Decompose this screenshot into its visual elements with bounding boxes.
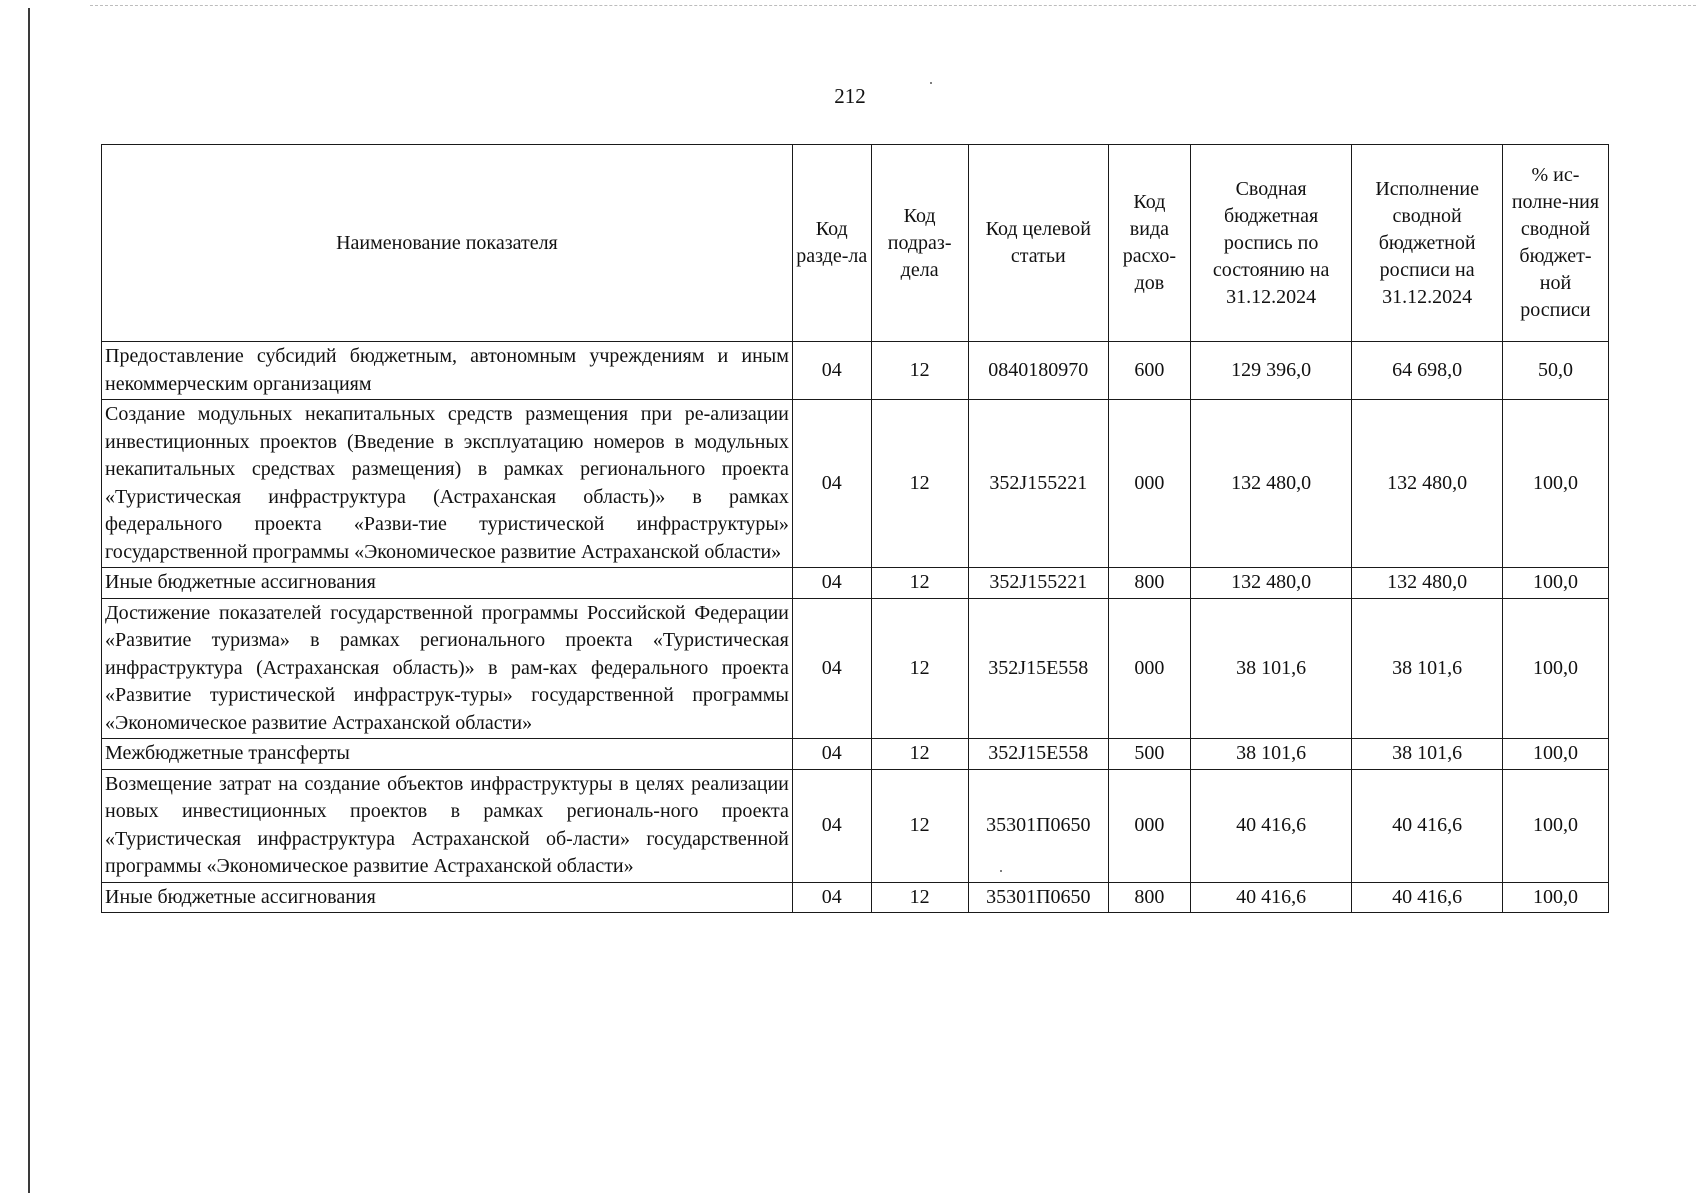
row-plan: 40 416,6	[1190, 882, 1352, 913]
header-expense-kind-code	[1109, 145, 1191, 342]
row-fact: 38 101,6	[1352, 598, 1502, 739]
header-text: Наименование показателя	[336, 231, 558, 254]
row-percent: 100,0	[1502, 568, 1608, 599]
row-subsection: 12	[871, 882, 968, 913]
row-kind: 500	[1109, 739, 1191, 770]
row-plan: 40 416,6	[1190, 769, 1352, 882]
header-budget-plan	[1190, 145, 1352, 342]
row-name: Возмещение затрат на создание объектов инфраструктуры в целях реализации новых инвестиционных проектов в рамках региональ-ного проекта «Туристическая инфраструктура Астраханской об-ласти» государственной программы «Экономическое развитие Астраханской области»	[102, 769, 793, 882]
row-subsection: 12	[871, 769, 968, 882]
row-target: 35301П0650	[968, 769, 1108, 882]
row-subsection: 12	[871, 568, 968, 599]
row-subsection: 12	[871, 598, 968, 739]
row-subsection: 12	[871, 400, 968, 568]
row-percent: 50,0	[1502, 342, 1608, 400]
row-target: 0840180970	[968, 342, 1108, 400]
row-percent: 100,0	[1502, 739, 1608, 770]
header-text: Код вида расхо-дов	[1122, 191, 1177, 294]
header-text: Сводная бюджетная роспись по состоянию на 31.12.2024	[1212, 177, 1330, 308]
row-kind: 000	[1109, 400, 1191, 568]
row-target: 352J155221	[968, 568, 1108, 599]
row-target: 352J15E558	[968, 739, 1108, 770]
row-plan: 129 396,0	[1190, 342, 1352, 400]
row-fact: 40 416,6	[1352, 882, 1502, 913]
row-target: 352J155221	[968, 400, 1108, 568]
row-percent: 100,0	[1502, 882, 1608, 913]
header-text: Исполнение сводной бюджетной росписи на 31.12.2024	[1375, 177, 1479, 308]
row-subsection: 12	[871, 739, 968, 770]
row-kind: 800	[1109, 882, 1191, 913]
scan-speck	[930, 82, 932, 84]
row-name: Создание модульных некапитальных средств размещения при ре-ализации инвестиционных проектов (Введение в эксплуатацию номеров в модульных некапитальных средствах размещения) в рамках регионального проекта «Туристическая инфраструктура (Астраханская область)» в рамках федерального проекта «Разви-тие туристической инфраструктуры» государственной программы «Экономическое развитие Астраханской области»	[102, 400, 793, 568]
row-fact: 38 101,6	[1352, 739, 1502, 770]
header-text: Код разде-ла	[796, 218, 868, 267]
row-target: 35301П0650	[968, 882, 1108, 913]
table-row	[102, 342, 1609, 400]
table-row	[102, 598, 1609, 739]
row-kind: 800	[1109, 568, 1191, 599]
table-row	[102, 568, 1609, 599]
row-plan: 38 101,6	[1190, 739, 1352, 770]
row-fact: 132 480,0	[1352, 568, 1502, 599]
row-fact: 40 416,6	[1352, 769, 1502, 882]
page-number: 212	[834, 84, 866, 108]
table-row	[102, 400, 1609, 568]
header-text: Код подраз-дела	[887, 204, 952, 281]
table-header-row	[102, 145, 1609, 342]
table-row	[102, 882, 1609, 913]
row-name: Межбюджетные трансферты	[102, 739, 793, 770]
header-indicator-name	[102, 145, 793, 342]
header-budget-execution	[1352, 145, 1502, 342]
row-target: 352J15E558	[968, 598, 1108, 739]
scan-top-edge	[90, 5, 1696, 7]
header-section-code	[792, 145, 871, 342]
table-row	[102, 739, 1609, 770]
table-row	[102, 769, 1609, 882]
header-subsection-code	[871, 145, 968, 342]
row-section: 04	[792, 739, 871, 770]
row-section: 04	[792, 400, 871, 568]
header-execution-percent	[1502, 145, 1608, 342]
row-kind: 000	[1109, 769, 1191, 882]
row-name: Предоставление субсидий бюджетным, автономным учреждениям и иным некоммерческим организациям	[102, 342, 793, 400]
header-target-code	[968, 145, 1108, 342]
row-name: Иные бюджетные ассигнования	[102, 568, 793, 599]
header-text: % ис-полне-ния сводной бюджет-ной росписи	[1511, 164, 1600, 321]
row-fact: 132 480,0	[1352, 400, 1502, 568]
row-section: 04	[792, 342, 871, 400]
row-fact: 64 698,0	[1352, 342, 1502, 400]
row-kind: 000	[1109, 598, 1191, 739]
row-name: Иные бюджетные ассигнования	[102, 882, 793, 913]
row-section: 04	[792, 882, 871, 913]
row-percent: 100,0	[1502, 769, 1608, 882]
row-name: Достижение показателей государственной программы Российской Федерации «Развитие туризма» в рамках регионального проекта «Туристическая инфраструктура (Астраханская область)» в рам-ках федерального проекта «Развитие туристической инфраструк-туры» государственной программы «Экономическое развитие Астраханской области»	[102, 598, 793, 739]
row-section: 04	[792, 568, 871, 599]
row-section: 04	[792, 769, 871, 882]
row-percent: 100,0	[1502, 598, 1608, 739]
budget-table	[101, 144, 1609, 913]
row-plan: 132 480,0	[1190, 568, 1352, 599]
row-plan: 132 480,0	[1190, 400, 1352, 568]
header-text: Код целевой статьи	[985, 218, 1091, 267]
row-percent: 100,0	[1502, 400, 1608, 568]
row-subsection: 12	[871, 342, 968, 400]
row-plan: 38 101,6	[1190, 598, 1352, 739]
scan-left-edge	[28, 8, 30, 1193]
row-section: 04	[792, 598, 871, 739]
row-kind: 600	[1109, 342, 1191, 400]
